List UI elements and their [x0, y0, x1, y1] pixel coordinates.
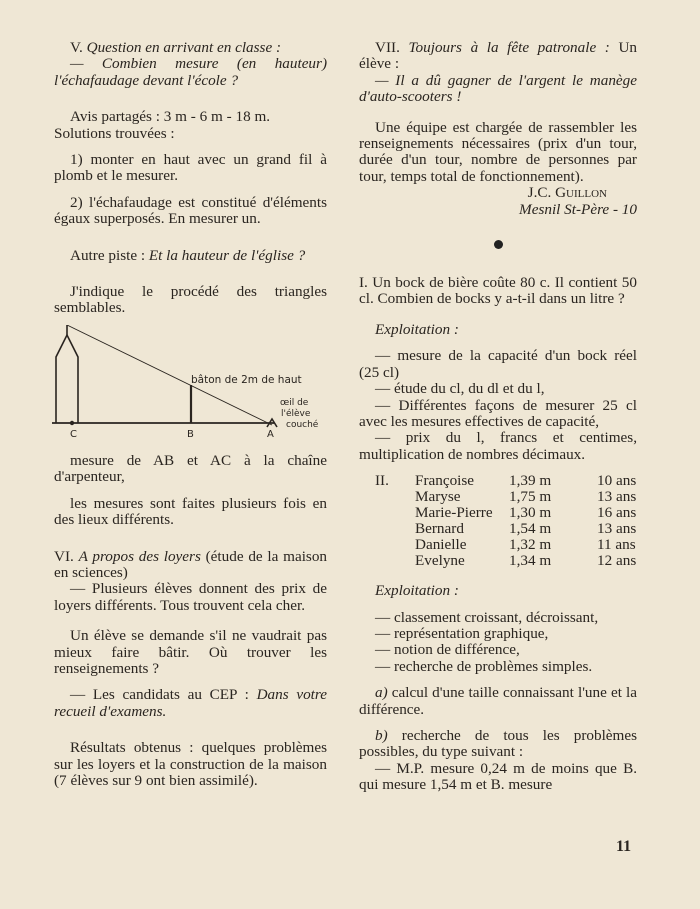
solutions-heading: Solutions trouvées :: [54, 124, 175, 142]
eye-label-2: l'élève: [281, 408, 311, 419]
table-row: Danielle 1,32 m 11 ans: [415, 536, 636, 554]
similar-triangles-text: J'indique le procédé des triangles semblables.: [54, 283, 327, 317]
left-column: [54, 40, 327, 789]
exploitation-1-heading: Exploitation :: [375, 320, 459, 338]
solution-2: 2) l'échafaudage est constitué d'éléments égaux superposés. En mesurer un.: [54, 193, 327, 228]
question-6-paragraph-2: Un élève se demande s'il ne vaudrait pas mieux faire bâtir. Où trouver les renseignements ?: [54, 627, 327, 677]
point-a-label: A: [267, 428, 274, 440]
author-place: Mesnil St-Père - 10: [519, 200, 637, 218]
solution-1: 1) monter en haut avec un grand fil à plomb et le mesurer.: [54, 151, 327, 185]
exploitation-1-b: — étude du cl, du dl et du l,: [375, 380, 545, 398]
page-number: 11: [616, 838, 632, 855]
bullet-separator-icon: [494, 240, 503, 249]
question-7-heading: VII. Toujours à la fête patronale : Un élève :: [359, 39, 638, 73]
section-separator: [359, 240, 637, 249]
table-row: Marie-Pierre 1,30 m 16 ans: [415, 504, 637, 522]
exploitation-2-heading: Exploitation :: [375, 582, 459, 600]
question-5-quote: — Combien mesure (en hauteur) l'échafaudage devant l'école ?: [54, 55, 327, 89]
eye-label-3: couché: [286, 419, 319, 430]
author-name: J.C. Guillon: [527, 184, 607, 202]
exploitation-2-b: — représentation graphique,: [375, 624, 549, 642]
team-paragraph: Une équipe est chargée de rassembler les renseignements nécessaires (prix d'un tour, durée d'un tour, nombre de personnes par tour, temps total de fonctionnement).: [359, 118, 637, 185]
point-b-label: B: [187, 428, 194, 440]
opinions-line: Avis partagés : 3 m - 6 m - 18 m.: [70, 108, 271, 126]
exploitation-1-a: — mesure de la capacité d'un bock réel (25 cl): [359, 347, 637, 381]
exploitation-2-a: — classement croissant, décroissant,: [375, 608, 599, 626]
results-paragraph: Résultats obtenus : quelques problèmes sur les loyers et la construction de la maison (7 élèves sur 9 ont bien assimilé).: [54, 739, 327, 789]
table-row: Evelyne 1,34 m 12 ans: [415, 552, 637, 570]
point-c-dot: [70, 421, 74, 425]
other-track: Autre piste : Et la hauteur de l'église ?: [70, 246, 306, 264]
church-outline: [56, 325, 78, 423]
measure-ab-ac: mesure de AB et AC à la chaîne d'arpenteur,: [54, 451, 327, 486]
question-6-paragraph-1: — Plusieurs élèves donnent des prix de loyers différents. Tous trouvent cela cher.: [54, 580, 327, 614]
problem-1-text: I. Un bock de bière coûte 80 c. Il contient 50 cl. Combien de bocks y a-t-il dans un litre ?: [359, 274, 637, 308]
similar-triangles-diagram: [50, 325, 326, 447]
exploitation-2-e: a) calcul d'une taille connaissant l'une et la différence.: [359, 684, 638, 718]
measures-repeated: les mesures sont faites plusieurs fois en des lieux différents.: [54, 494, 327, 529]
problem-2-block: [359, 473, 637, 569]
question-7-quote: — Il a dû gagner de l'argent le manège d'auto-scooters !: [359, 71, 637, 106]
exploitation-2-g: — M.P. mesure 0,24 m de moins que B. qui mesure 1,54 m et B. mesure: [359, 759, 637, 794]
stick-label: bâton de 2m de haut: [191, 373, 302, 386]
exploitation-2-d: — recherche de problèmes simples.: [375, 657, 593, 675]
point-c-label: C: [70, 428, 77, 440]
table-row: Françoise 1,39 m 10 ans: [415, 472, 637, 490]
table-row: Bernard 1,54 m 13 ans: [415, 520, 637, 538]
question-6-paragraph-3: — Les candidats au CEP : Dans votre recueil d'examens.: [54, 686, 327, 720]
exploitation-1-c: — Différentes façons de mesurer 25 cl avec les mesures effectives de capacité,: [359, 396, 637, 430]
table-row: Maryse 1,75 m 13 ans: [415, 488, 637, 506]
exploitation-1-d: — prix du l, francs et centimes, multiplication de nombres décimaux.: [359, 429, 637, 463]
children-table: [415, 473, 636, 569]
question-5-heading: V. Question en arrivant en classe :: [70, 39, 282, 56]
question-6-heading: VI. A propos des loyers (étude de la maison en sciences): [54, 547, 328, 581]
eye-label-1: œil de: [280, 397, 309, 408]
right-column: [359, 40, 637, 794]
exploitation-2-f: b) recherche de tous les problèmes possibles, du type suivant :: [359, 726, 637, 761]
exploitation-2-c: — notion de différence,: [375, 641, 520, 659]
problem-2-label: II.: [375, 472, 389, 490]
